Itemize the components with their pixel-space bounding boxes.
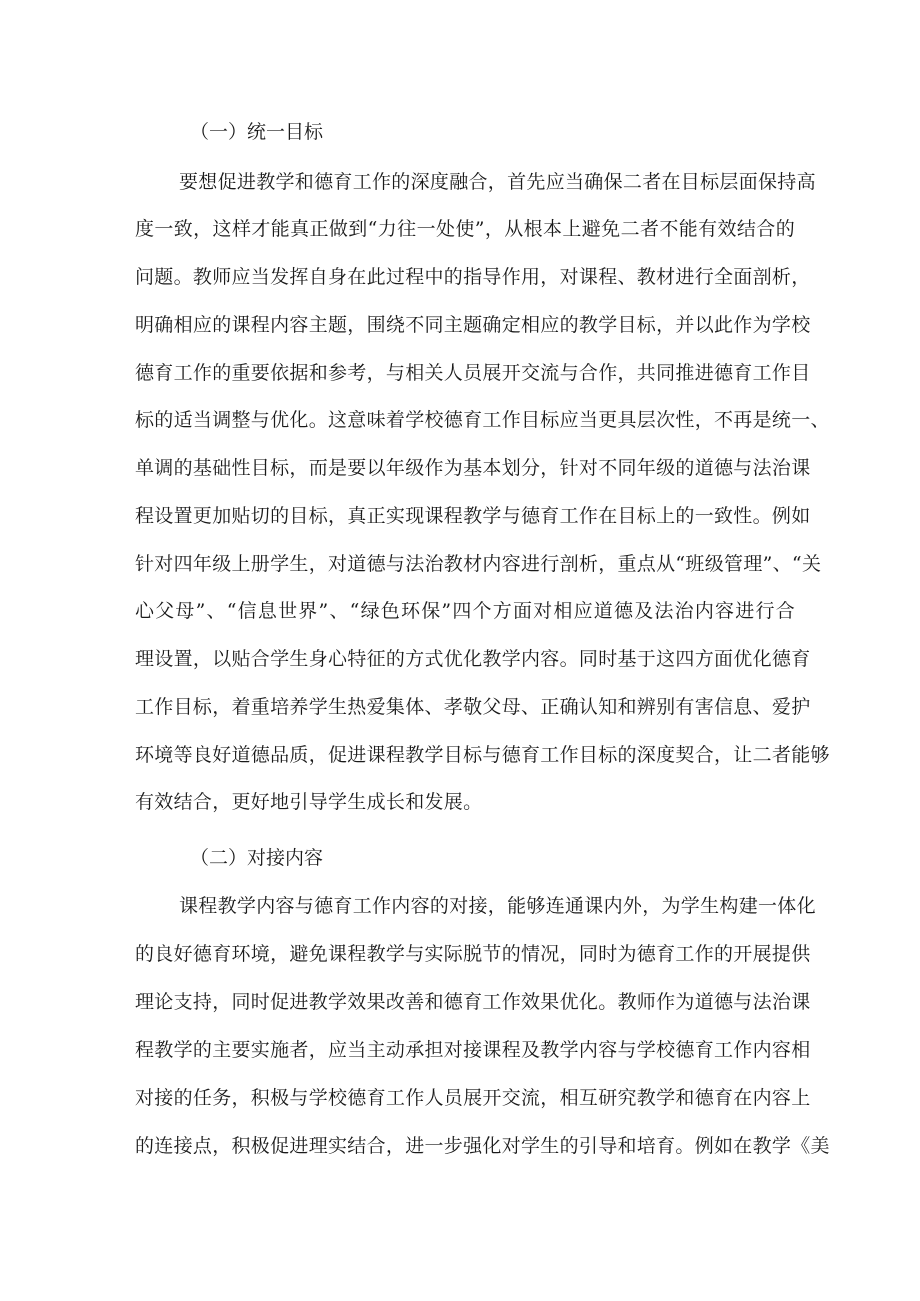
paragraph-line: 理论支持，同时促进教学效果改善和德育工作效果优化。教师作为道德与法治课 <box>135 991 811 1013</box>
paragraph-line: 工作目标，着重培养学生热爱集体、孝敬父母、正确认知和辨别有害信息、爱护 <box>135 696 811 718</box>
paragraph-line: 的连接点，积极促进理实结合，进一步强化对学生的引导和培育。例如在教学《美 <box>135 1135 830 1157</box>
paragraph-line: 针对四年级上册学生，对道德与法治教材内容进行剖析，重点从“班级管理”、“关 <box>135 553 822 575</box>
paragraph-line: 的良好德育环境，避免课程教学与实际脱节的情况，同时为德育工作的开展提供 <box>135 943 811 965</box>
paragraph-line: 德育工作的重要依据和参考，与相关人员展开交流与合作，共同推进德育工作目 <box>135 362 811 384</box>
section-heading-2: （二）对接内容 <box>190 847 324 869</box>
paragraph-line: 要想促进教学和德育工作的深度融合，首先应当确保二者在目标层面保持高 <box>179 171 816 193</box>
paragraph-line: 问题。教师应当发挥自身在此过程中的指导作用，对课程、教材进行全面剖析， <box>135 266 811 288</box>
paragraph-line: 单调的基础性目标，而是要以年级作为基本划分，针对不同年级的道德与法治课 <box>135 457 811 479</box>
paragraph-line: 标的适当调整与优化。这意味着学校德育工作目标应当更具层次性，不再是统一、 <box>135 409 830 431</box>
section-heading-1: （一）统一目标 <box>190 121 324 143</box>
paragraph-line: 理设置，以贴合学生身心特征的方式优化教学内容。同时基于这四方面优化德育 <box>135 648 811 670</box>
paragraph-line: 明确相应的课程内容主题，围绕不同主题确定相应的教学目标，并以此作为学校 <box>135 314 811 336</box>
paragraph-line: 心父母”、“信息世界”、“绿色环保”四个方面对相应道德及法治内容进行合 <box>135 600 795 622</box>
paragraph-line: 程设置更加贴切的目标，真正实现课程教学与德育工作在目标上的一致性。例如 <box>135 505 811 527</box>
paragraph-line: 有效结合，更好地引导学生成长和发展。 <box>135 791 483 813</box>
paragraph-line: 度一致，这样才能真正做到“力往一处使”，从根本上避免二者不能有效结合的 <box>135 218 795 240</box>
paragraph-line: 对接的任务，积极与学校德育工作人员展开交流，相互研究教学和德育在内容上 <box>135 1087 811 1109</box>
paragraph-line: 课程教学内容与德育工作内容的对接，能够连通课内外，为学生构建一体化 <box>179 895 816 917</box>
paragraph-line: 程教学的主要实施者，应当主动承担对接课程及教学内容与学校德育工作内容相 <box>135 1039 811 1061</box>
paragraph-line: 环境等良好道德品质，促进课程教学目标与德育工作目标的深度契合，让二者能够 <box>135 744 830 766</box>
